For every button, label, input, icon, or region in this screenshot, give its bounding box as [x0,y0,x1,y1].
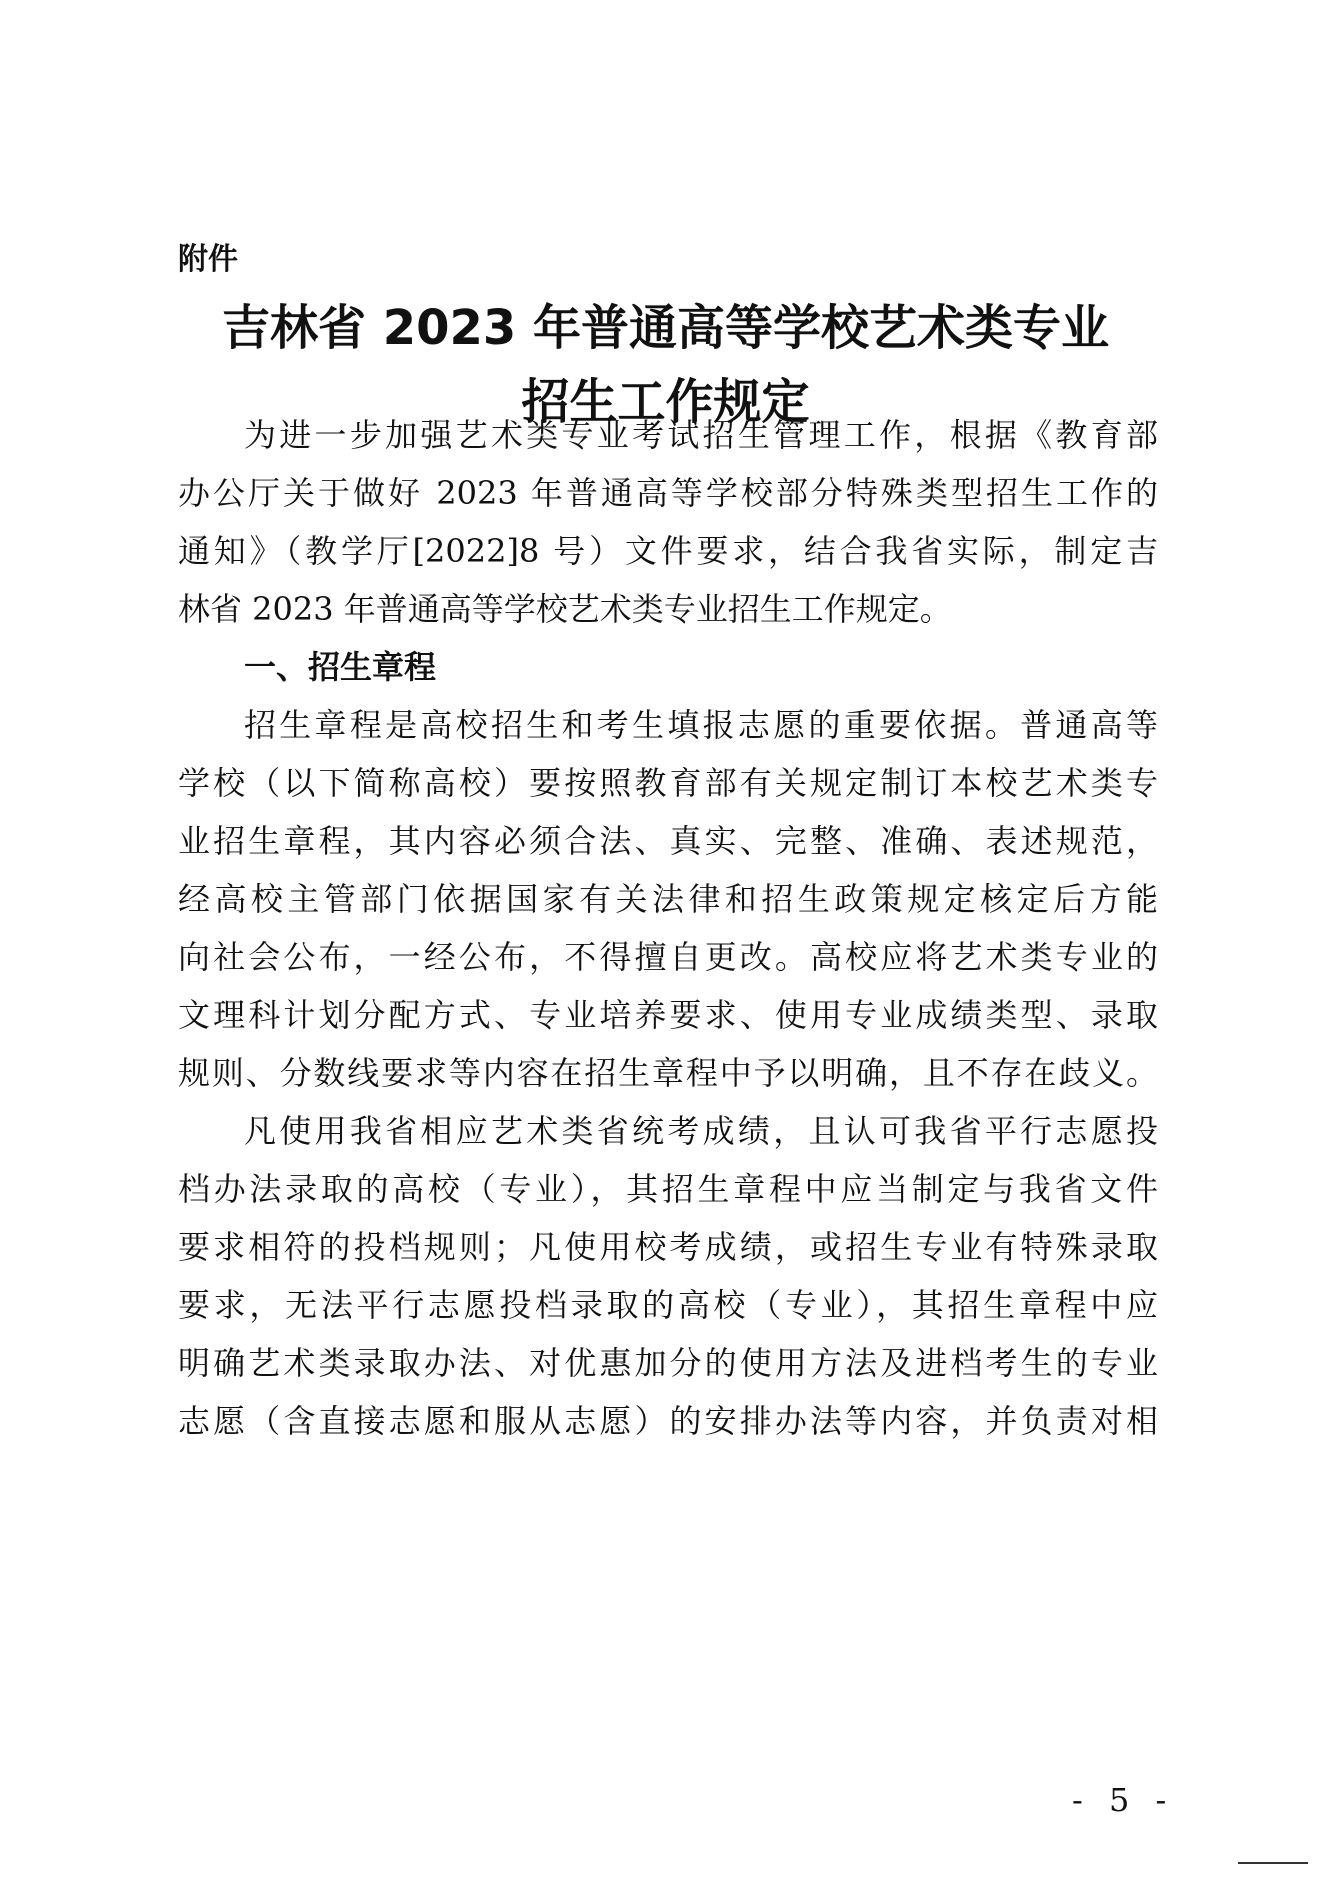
paragraph-2-line: 档办法录取的高校（专业），其招生章程中应当制定与我省文件 [178,1170,1158,1208]
paragraph-2-line: 要求相符的投档规则；凡使用校考成绩，或招生专业有特殊录取 [178,1228,1158,1266]
paragraph-1-line: 规则、分数线要求等内容在招生章程中予以明确，且不存在歧义。 [178,1054,1158,1092]
paragraph-1-line: 经高校主管部门依据国家有关法律和招生政策规定核定后方能 [178,880,1158,918]
paragraph-1-line: 文理科计划分配方式、专业培养要求、使用专业成绩类型、录取 [178,996,1158,1034]
attachment-label: 附件 [178,242,238,277]
paragraph-1-line: 招生章程是高校招生和考生填报志愿的重要依据。普通高等 [244,706,1158,744]
paragraph-2-line: 志愿（含直接志愿和服从志愿）的安排办法等内容，并负责对相 [178,1402,1158,1440]
paragraph-1-line: 向社会公布，一经公布，不得擅自更改。高校应将艺术类专业的 [178,938,1158,976]
section-heading: 一、招生章程 [244,648,437,686]
intro-line: 为进一步加强艺术类专业考试招生管理工作，根据《教育部 [244,416,1158,454]
paragraph-1-line: 学校（以下简称高校）要按照教育部有关规定制订本校艺术类专 [178,764,1158,802]
document-title-line-1: 吉林省 2023 年普通高等学校艺术类专业 [221,300,1110,356]
paragraph-2-line: 要求，无法平行志愿投档录取的高校（专业），其招生章程中应 [178,1286,1158,1324]
paragraph-2-line: 明确艺术类录取办法、对优惠加分的使用方法及进档考生的专业 [178,1344,1158,1382]
document-title-line-2: 招生工作规定 [521,374,810,430]
intro-line: 办公厅关于做好 2023 年普通高等学校部分特殊类型招生工作的 [178,474,1158,512]
intro-line: 通知》（教学厅[2022]8 号）文件要求，结合我省实际，制定吉 [178,532,1158,570]
paragraph-2-line: 凡使用我省相应艺术类省统考成绩，且认可我省平行志愿投 [244,1112,1158,1150]
intro-line: 林省 2023 年普通高等学校艺术类专业招生工作规定。 [178,590,952,628]
scan-edge-mark [1238,1862,1308,1864]
paragraph-1-line: 业招生章程，其内容必须合法、真实、完整、准确、表述规范， [178,822,1158,860]
page-number: - 5 - [1072,1781,1175,1819]
